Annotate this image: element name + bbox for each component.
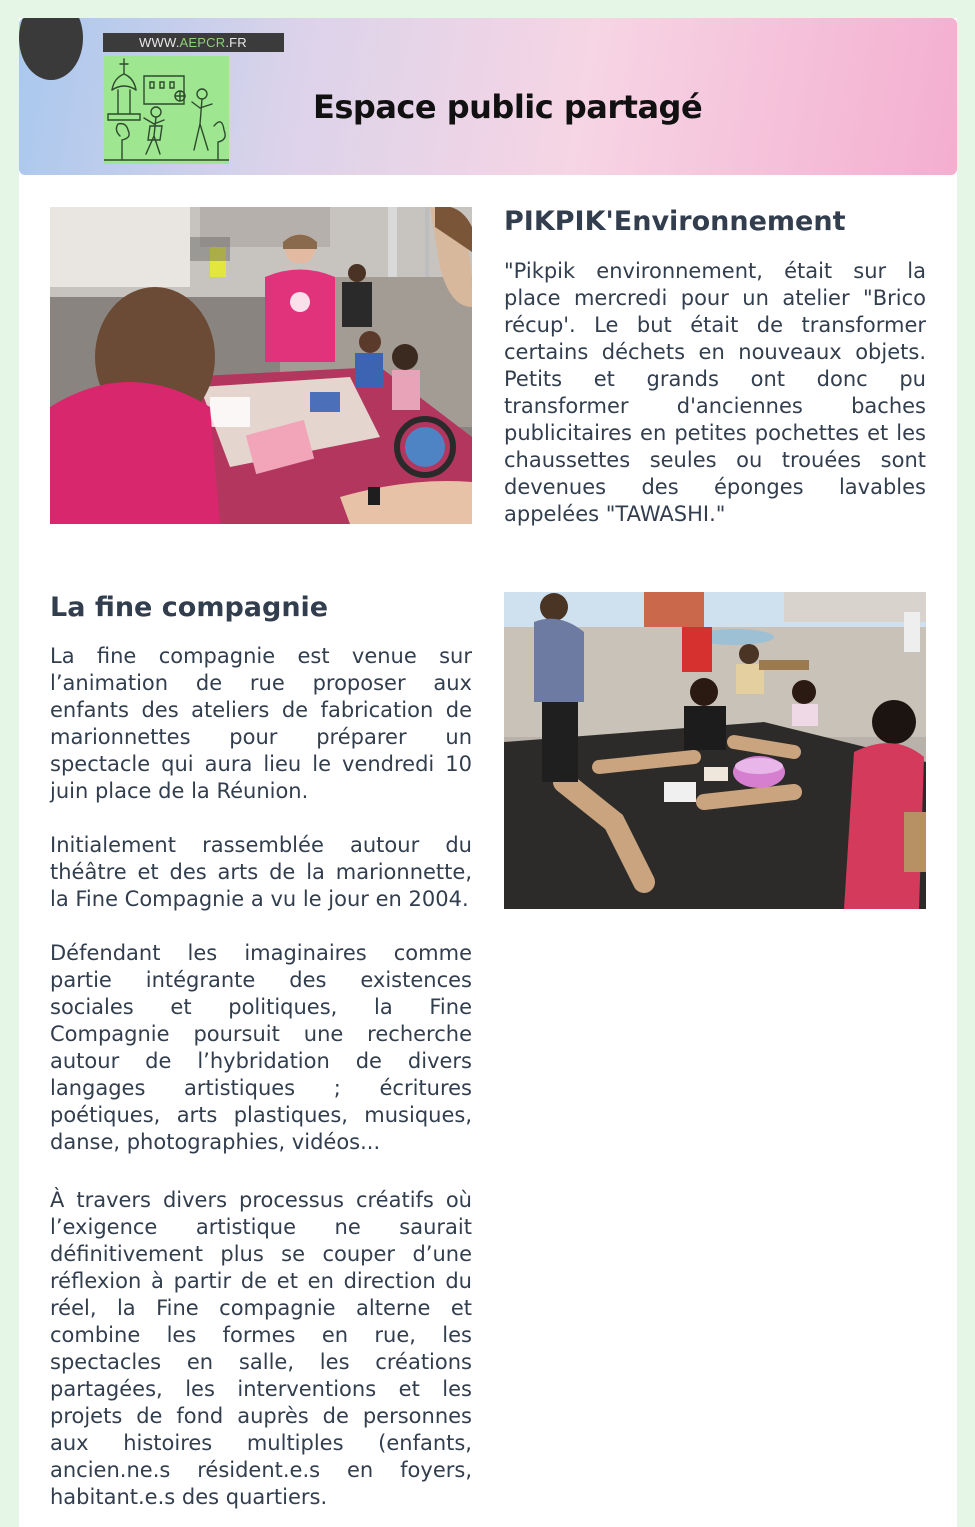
logo xyxy=(104,56,229,164)
fine-compagnie-paragraph-1: La fine compagnie est venue sur l’animation de rue proposer aux enfants des ateliers de fabrication de marionnettes pour préparer un spectacle qui aura lieu le vendredi 10 juin place de la Réunion. xyxy=(50,644,472,803)
fine-compagnie-paragraph-4: À travers divers processus créatifs où l’exigence artistique ne saurait définitivement plus se couper d’une réflexion à partir de et en direction du réel, la Fine compagnie alterne et combine les formes en rue, les spectacles en salle, les créations partagées, les interventions et les projets de fond auprès de personnes aux histoires multiples (enfants, ancien.ne.s résident.e.s en foyers, habitant.e.s des quartiers. xyxy=(50,1188,472,1509)
page xyxy=(19,18,957,1527)
pikpik-workshop-photo xyxy=(50,207,472,524)
corner-decoration xyxy=(19,18,83,80)
section-title-fine-compagnie: La fine compagnie xyxy=(50,592,329,623)
marionette-workshop-photo xyxy=(504,592,926,909)
page-title: Espace public partagé xyxy=(313,88,703,126)
header-banner xyxy=(19,18,957,175)
section-title-pikpik: PIKPIK'Environnement xyxy=(504,206,846,237)
pikpik-description: "Pikpik environnement, était sur la place mercredi pour un atelier "Brico récup'. Le but était de transformer certains déchets en nouveaux objets. Petits et grands ont donc pu transformer d'anciennes baches publicitaires en petites pochettes et les chaussettes seules ou trouées sont devenues des éponges lavables appelées "TAWASHI." xyxy=(504,259,926,526)
fine-compagnie-paragraph-2: Initialement rassemblée autour du théâtre et des arts de la marionnette, la Fine Compagnie a vu le jour en 2004. xyxy=(50,833,472,911)
website-url[interactable]: WWW.AEPCR.FR xyxy=(103,33,284,52)
fine-compagnie-paragraph-3: Défendant les imaginaires comme partie intégrante des existences sociales et politiques, la Fine Compagnie poursuit une recherche autour de l’hybridation de divers langages artistiques ; écritures poétiques, arts plastiques, musiques, danse, photographies, vidéos... xyxy=(50,941,472,1154)
